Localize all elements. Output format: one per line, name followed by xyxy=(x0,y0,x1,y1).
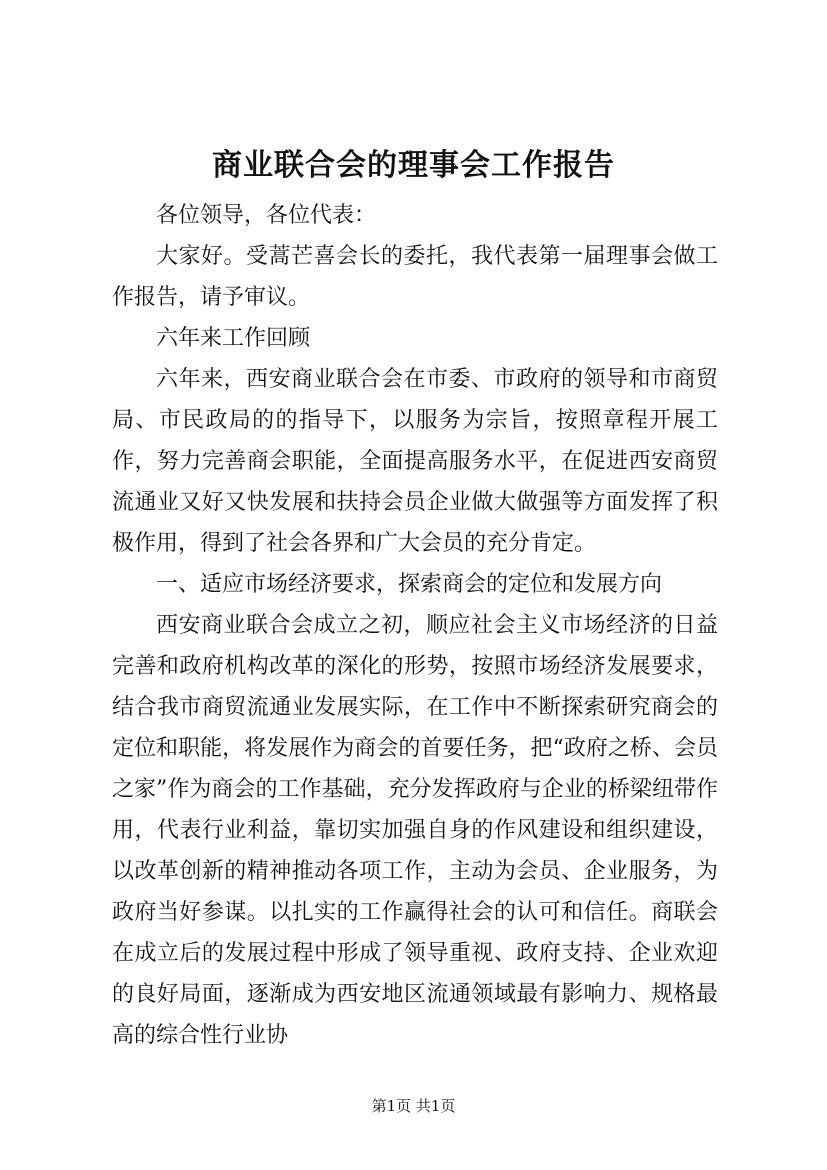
section-heading-one: 一、适应市场经济要求，探索商会的定位和发展方向 xyxy=(156,572,663,597)
page-footer: 第1页 共1页 xyxy=(371,1097,456,1115)
paragraph-greeting: 大家好。受蒿芒喜会长的委托，我代表第一届理事会做工作报告，请予审议。 xyxy=(112,244,718,310)
document-body xyxy=(112,195,718,1056)
paragraph-section-one: 西安商业联合会成立之初，顺应社会主义市场经济的日益完善和政府机构改革的深化的形势，按照市场经济发展要求，结合我市商贸流通业发展实际，在工作中不断探索研究商会的定位和职能，将发展作为商会的首要任务，把“政府之桥、会员之家”作为商会的工作基础，充分发挥政府与企业的桥梁纽带作用，代表行业利益，靠切实加强自身的作风建设和组织建设，以改革创新的精神推动各项工作，主动为会员、企业服务，为政府当好参谋。以扎实的工作赢得社会的认可和信任。商联会在成立后的发展过程中形成了领导重视、政府支持、企业欢迎的良好局面，逐渐成为西安地区流通领域最有影响力、规格最高的综合性行业协 xyxy=(112,613,718,1048)
paragraph-salutation: 各位领导，各位代表： xyxy=(156,203,377,228)
section-heading-review: 六年来工作回顾 xyxy=(156,326,311,351)
document-title: 商业联合会的理事会工作报告 xyxy=(212,148,615,183)
paragraph-review-summary: 六年来，西安商业联合会在市委、市政府的领导和市商贸局、市民政局的的指导下，以服务为宗旨，按照章程开展工作，努力完善商会职能，全面提高服务水平，在促进西安商贸流通业又好又快发展和扶持会员企业做大做强等方面发挥了积极作用，得到了社会各界和广大会员的充分肯定。 xyxy=(112,367,718,556)
